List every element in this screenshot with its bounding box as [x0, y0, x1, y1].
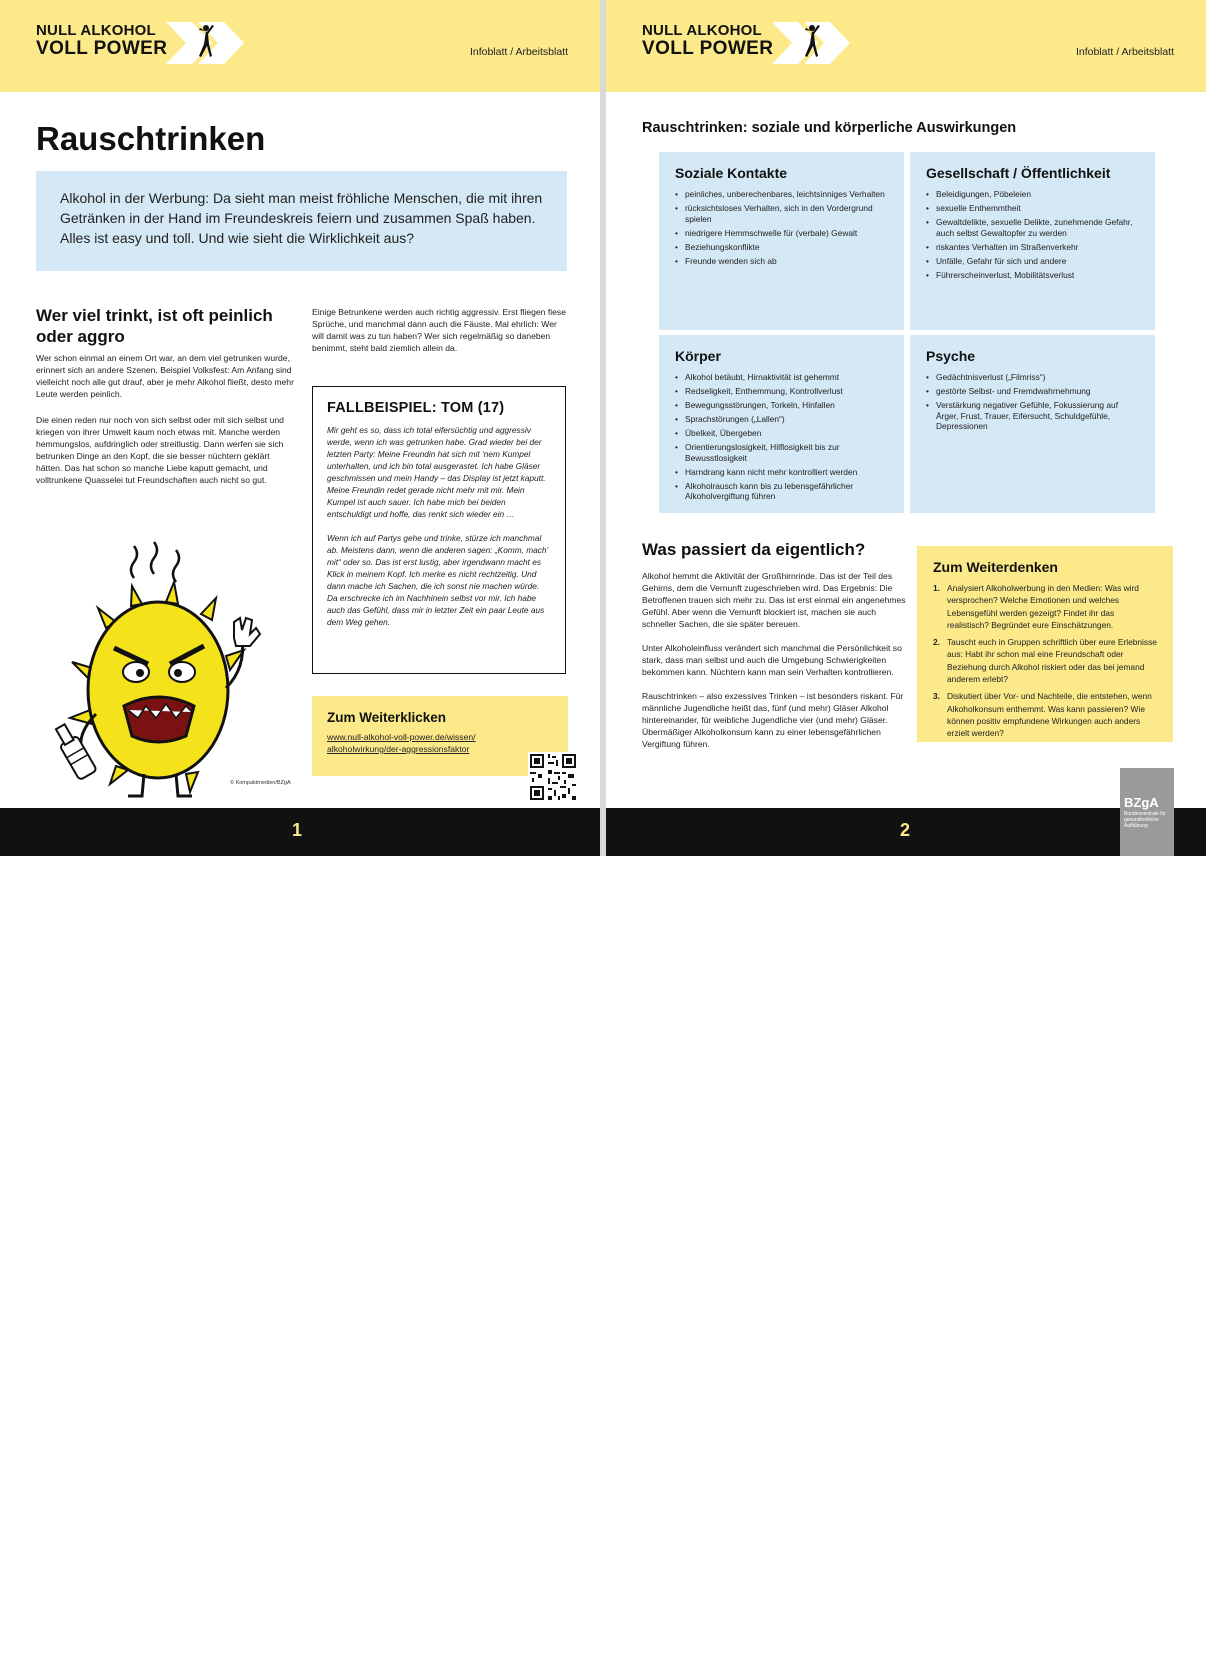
bzga-logo-subtitle: Bundeszentrale für gesundheitliche Aufklärung — [1124, 811, 1166, 829]
angry-cartoon-illustration — [36, 538, 298, 800]
brand-logo — [36, 22, 266, 72]
paragraph-2: Die einen reden nur noch von sich selbst oder mit sich selbst und kriegen von ihrer Umwelt kaum noch etwas mit. Manche werden hemmungslos, aufdringlich oder streitlustig. Dann werfen sie sich betrunken Dinge an den Kopf, die sie besser nüchtern geklärt hätten. Das hat schon so manche Liebe kaputt gemacht, und volltrunkene Quasselei tut Freundschaften auch nicht so gut. — [36, 415, 284, 485]
list-item: • Gewaltdelikte, sexuelle Delikte, zunehmende Gefahr, auch selbst Gewaltopfer zu werden — [926, 217, 1139, 238]
task-item — [933, 582, 1157, 631]
page-number: 2 — [900, 820, 911, 840]
weiterdenken-box — [917, 546, 1173, 742]
qr-code-icon[interactable] — [528, 752, 578, 802]
status-date: Stand: November 2020 — [1042, 1643, 1099, 1649]
list-item: • Verstärkung negativer Gefühle, Fokussierung auf Ärger, Frust, Trauer, Eifersucht, Schuldgefühle, Depressionen — [926, 400, 1139, 432]
bzga-logo-text: BZgA — [1124, 795, 1159, 810]
logo-line-2: VOLL POWER — [642, 38, 774, 59]
image-credit: © Kompaktmedien/BZgA — [230, 780, 291, 786]
page-footer — [606, 808, 1206, 1655]
document-type-label: Infoblatt / Arbeitsblatt — [1075, 46, 1174, 58]
box-list — [675, 372, 888, 502]
weiterdenken-heading: Zum Weiterdenken — [933, 559, 1058, 575]
weiterklicken-link-line-1[interactable]: www.null-alkohol-voll-power.de/wissen/ — [327, 732, 476, 742]
task-number: 3. — [933, 691, 940, 702]
list-item: • Übelkeit, Übergeben — [675, 428, 888, 439]
page-title: Rauschtrinken — [36, 120, 266, 157]
list-item: • Freunde wenden sich ab — [675, 256, 888, 267]
paragraph-3: Einige Betrunkene werden auch richtig aggressiv. Erst fliegen fiese Sprüche, und manchmal dann auch die Fäuste. Mal ehrlich: Wer will damit was zu tun haben? Wer sich regelmäßig so daneben benimmt, steht bald ziemlich allein da. — [312, 307, 566, 353]
page-header — [0, 0, 600, 92]
task-number: 2. — [933, 637, 940, 648]
list-item: • Alkoholrausch kann bis zu lebensgefährlicher Alkoholvergiftung führen — [675, 481, 888, 502]
explanation-paragraph-2: Unter Alkoholeinfluss verändert sich manchmal die Persönlichkeit so stark, dass man selbst und auch die Umgebung Schwierigkeiten bekommen kann. Nüchtern kann man sein Verhalten kontrollieren. — [642, 643, 902, 677]
case-study-paragraph-1: Mir geht es so, dass ich total eifersüchtig und aggressiv werde, wenn ich was getrunken habe. Grad wieder bei der letzten Party: Meine Freundin hat sich mit ‘nem Kumpel unterhalten, und ich bin total ausgerastet. Ich habe Gläser geschmissen und mein Handy – das Display ist jetzt kaputt. Meine Freundin redet gerade nicht mehr mit mir. Mein Kumpel ist auch sauer. Ich habe mich bei beiden entschuldigt und hoffe, das renkt sich wieder ein … — [327, 425, 546, 519]
box-gesellschaft — [910, 152, 1155, 330]
weiterklicken-heading: Zum Weiterklicken — [327, 710, 447, 725]
page-footer — [0, 808, 600, 856]
list-item: • Führerscheinverlust, Mobilitätsverlust — [926, 270, 1139, 281]
bzga-logo — [1120, 768, 1174, 856]
footer-website-link[interactable]: www.null-alkohol-voll-power.de — [642, 1625, 806, 1637]
list-item: • Gedächtnisverlust („Filmriss“) — [926, 372, 1139, 383]
page-header — [606, 0, 1206, 92]
task-text: Analysiert Alkoholwerbung in den Medien: Was wird versprochen? Welche Emotionen und welches Lebensgefühl werden gezeigt? Findet ihr das realistisch? Begründet eure Einschätzungen. — [947, 583, 1139, 630]
box-heading: Psyche — [926, 348, 976, 364]
box-list — [926, 372, 1139, 432]
jumping-figure-chevron-icon — [166, 22, 248, 64]
list-item: • Bewegungsstörungen, Torkeln, Hinfallen — [675, 400, 888, 411]
case-study-box — [312, 386, 566, 674]
box-list — [926, 189, 1139, 280]
box-soziale-kontakte — [659, 152, 904, 330]
document-type-label: Infoblatt / Arbeitsblatt — [469, 46, 568, 58]
jumping-figure-chevron-icon — [772, 22, 854, 64]
brand-logo — [642, 22, 872, 72]
list-item: • Beziehungskonflikte — [675, 242, 888, 253]
logo-line-1: NULL ALKOHOL — [36, 22, 156, 39]
explanation-paragraph-1: Alkohol hemmt die Aktivität der Großhirnrinde. Das ist der Teil des Gehirns, dem die Vernunft zugeschrieben wird. Das Ergebnis: Die Betroffenen trauen sich mehr zu. Das ist erst einmal ein angenehmes Gefühl. Aber wenn die Vernunft blockiert ist, machen sie auch schneller Sachen, die sie später bereuen. — [642, 571, 906, 629]
footer-contact — [642, 1622, 835, 1658]
list-item: • Unfälle, Gefahr für sich und andere — [926, 256, 1139, 267]
case-study-paragraph-2: Wenn ich auf Partys gehe und trinke, stürze ich manchmal ab. Meistens dann, wenn die anderen sagen: „Komm, mach’ mit“ oder so. Das ist erst lustig, aber irgendwann macht es Klick in meinem Kopf. Ich merke es nicht rechtzeitig. Und dann mache ich Sachen, die ich sonst nie machen würde. Da erschrecke ich im Nachhinein selbst vor mir. Ich habe auch das Gefühl, dass mir in letzter Zeit ein paar Leute aus dem Weg gehen. — [327, 533, 548, 627]
list-item: • Beleidigungen, Pöbeleien — [926, 189, 1139, 200]
task-number: 1. — [933, 583, 940, 593]
box-koerper — [659, 335, 904, 513]
box-psyche — [910, 335, 1155, 513]
logo-line-1: NULL ALKOHOL — [642, 22, 762, 39]
explanation-paragraph-3: Rauschtrinken – also exzessives Trinken – ist besonders riskant. Für männliche Jugendliche heißt das, fünf (und mehr) Gläser Alkohol hintereinander, für weibliche Jugendliche vier (und mehr) Gläser. Übermäßiger Alkoholkonsum kann zu einer lebensgefährlichen Vergiftung führen. — [642, 691, 904, 749]
intro-box: Alkohol in der Werbung: Da sieht man meist fröhliche Menschen, die mit ihren Getränken in der Hand im Freundeskreis feiern und zusammen Spaß haben. Alles ist easy und toll. Und wie sieht die Wirklichkeit aus? — [36, 171, 567, 271]
section-heading: Was passiert da eigentlich? — [642, 540, 866, 559]
list-item: • Redseligkeit, Enthemmung, Kontrollverlust — [675, 386, 888, 397]
box-heading: Gesellschaft / Öffentlichkeit — [926, 165, 1111, 181]
box-heading: Körper — [675, 348, 721, 364]
weiterklicken-link-line-2[interactable]: alkoholwirkung/der-aggressionsfaktor — [327, 744, 470, 754]
box-list — [675, 189, 888, 266]
list-item: • Sprachstörungen („Lallen“) — [675, 414, 888, 425]
task-item — [933, 690, 1157, 739]
list-item: • niedrigere Hemmschwelle für (verbale) Gewalt — [675, 228, 888, 239]
logo-line-2: VOLL POWER — [36, 38, 168, 59]
list-item: • Harndrang kann nicht mehr kontrolliert werden — [675, 467, 888, 478]
task-text: Diskutiert über Vor- und Nachteile, die entstehen, wenn Alkoholkonsum enthemmt. Was kann passieren? Wie können positiv empfundene Wirkungen auch anders erzielt werden? — [947, 691, 1152, 739]
list-item: • Alkohol betäubt, Hirnaktivität ist gehemmt — [675, 372, 888, 383]
section-heading: Wer viel trinkt, ist oft peinlich oder aggro — [36, 306, 273, 346]
list-item: • rücksichtsloses Verhalten, sich in den Vordergrund spielen — [675, 203, 888, 224]
task-list — [933, 582, 1157, 740]
list-item: • gestörte Selbst- und Fremdwahrnehmung — [926, 386, 1139, 397]
list-item: • peinliches, unberechenbares, leichtsinniges Verhalten — [675, 189, 888, 200]
explanation-text — [642, 570, 908, 750]
list-item: • riskantes Verhalten im Straßenverkehr — [926, 242, 1139, 253]
footer-email-link[interactable]: mitreden@null-alkohol-voll-power.de — [642, 1643, 835, 1655]
page-number: 1 — [292, 820, 303, 840]
list-item: • Orientierungslosigkeit, Hilflosigkeit bis zur Bewusstlosigkeit — [675, 442, 888, 463]
page-1 — [0, 0, 600, 856]
task-item — [933, 636, 1157, 685]
paragraph-1: Wer schon einmal an einem Ort war, an dem viel getrunken wurde, erinnert sich an andere Szenen. Beispiel Volksfest: Am Anfang sind vielleicht noch alle gut drauf, aber je mehr Alkohol fließt, desto mehr Leute werden peinlich. — [36, 353, 294, 399]
page-2 — [606, 0, 1206, 1655]
page-title: Rauschtrinken: soziale und körperliche Auswirkungen — [642, 120, 1017, 136]
list-item: • sexuelle Enthemmtheit — [926, 203, 1139, 214]
box-heading: Soziale Kontakte — [675, 165, 788, 181]
case-study-heading: FALLBEISPIEL: TOM (17) — [327, 400, 505, 416]
task-text: Tauscht euch in Gruppen schriftlich über eure Erlebnisse aus: Habt ihr schon mal eine Freundschaft oder Beziehung durch Alkohol riskiert oder das bei jemand anderem erlebt? — [947, 637, 1157, 685]
